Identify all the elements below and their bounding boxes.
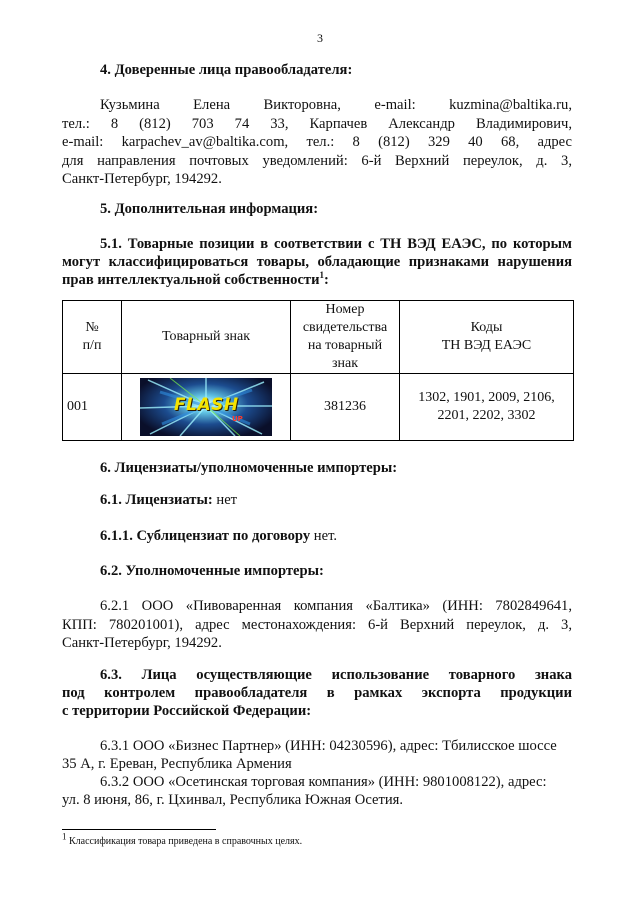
row-num: 001	[63, 374, 122, 441]
header-cert: Номер свидетельства на товарный знак	[291, 301, 400, 374]
logo-subtext: UP	[232, 415, 243, 423]
s63-line-1: 6.3. Лица осуществляющие использование товарного знака	[100, 667, 572, 683]
header-mark: Товарный знак	[122, 301, 291, 374]
s631-line-2: 35 А, г. Ереван, Республика Армения	[62, 756, 292, 772]
footnote-ref: 1	[319, 270, 324, 281]
s63-line-2: под контролем правообладателя в рамках экспорта продукции	[62, 685, 572, 701]
s631-line-1: 6.3.1 ООО «Бизнес Партнер» (ИНН: 04230596), адрес: Тбилисское шоссе	[100, 738, 557, 754]
footnote-separator	[62, 829, 216, 830]
header-codes: Коды ТН ВЭД ЕАЭС	[400, 301, 574, 374]
trademark-table	[62, 300, 574, 441]
s621-line-2: КПП: 780201001), адрес местонахождения: 6-й Верхний переулок, д. 3,	[62, 617, 572, 633]
section-6-2-heading: 6.2. Уполномоченные импортеры:	[100, 563, 324, 579]
s4-line-3: e-mail: karpachev_av@baltika.com, тел.: 8 (812) 329 40 68, адрес	[62, 134, 572, 150]
row-codes: 1302, 1901, 2009, 2106, 2201, 2202, 3302	[400, 374, 574, 441]
row-cert: 381236	[291, 374, 400, 441]
s4-line-4: для направления почтовых уведомлений: 6-й Верхний переулок, д. 3,	[62, 153, 572, 169]
s621-line-3: Санкт-Петербург, 194292.	[62, 635, 222, 651]
s632-line-2: ул. 8 июня, 86, г. Цхинвал, Республика Южная Осетия.	[62, 792, 404, 808]
s4-line-1: Кузьмина Елена Викторовна, e-mail: kuzmina@baltika.ru,	[100, 97, 572, 113]
s632-line-1: 6.3.2 ООО «Осетинская торговая компания» (ИНН: 9801008122), адрес:	[100, 774, 547, 790]
s4-line-5: Санкт-Петербург, 194292.	[62, 171, 222, 187]
table-row	[63, 374, 574, 441]
section-6-1: 6.1. Лицензиаты: нет	[100, 492, 238, 508]
section-6-1-1: 6.1.1. Сублицензиат по договору нет.	[100, 528, 338, 544]
s4-line-2: тел.: 8 (812) 703 74 33, Карпачев Александр Владимирович,	[62, 116, 572, 132]
logo-text: FLASH	[174, 395, 239, 415]
header-num: № п/п	[63, 301, 122, 374]
footnote: $^1$ Классификация товара приведена в справочных целях.	[62, 831, 303, 847]
section-4-heading: 4. Доверенные лица правообладателя:	[100, 62, 353, 78]
table-header-row	[63, 301, 574, 374]
s51-line-2: могут классифицироваться товары, обладающие признаками нарушения	[62, 254, 572, 270]
s63-line-3: с территории Российской Федерации:	[62, 703, 312, 719]
s51-line-1: 5.1. Товарные позиции в соответствии с ТН ВЭД ЕАЭС, по которым	[100, 236, 572, 252]
page-number: 3	[317, 31, 323, 45]
row-mark	[122, 374, 291, 441]
section-5-heading: 5. Дополнительная информация:	[100, 201, 319, 217]
s51-line-3: прав интеллектуальной собственности$^1$:	[62, 270, 329, 288]
flash-up-logo	[140, 378, 272, 436]
s621-line-1: 6.2.1 ООО «Пивоваренная компания «Балтика» (ИНН: 7802849641,	[100, 598, 572, 614]
section-6-heading: 6. Лицензиаты/уполномоченные импортеры:	[100, 460, 398, 476]
